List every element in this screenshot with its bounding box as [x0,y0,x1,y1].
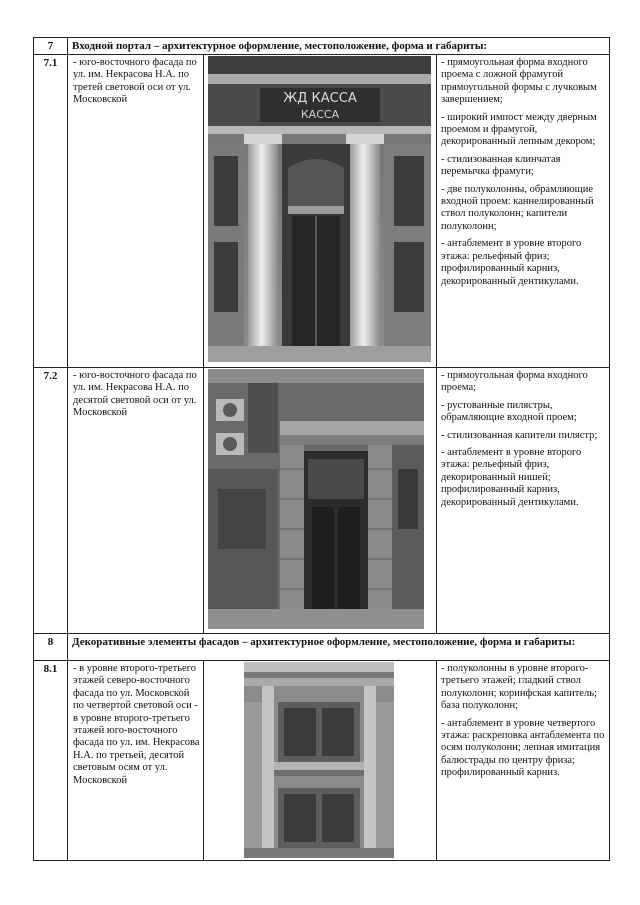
item-features [437,368,610,634]
entrance-pilasters-photo [208,369,424,629]
feature-text: - прямоугольная форма входного проема; [441,370,588,394]
section-7-header-row [34,38,610,55]
facade-decor-photo [244,662,394,858]
item-number: 8.1 [34,661,68,861]
section-heading: Входной портал – архитектурное оформление, местоположение, форма и габариты: [68,38,610,55]
item-location: - юго-восточного фасада по ул. им. Некрасова Н.А. по третей световой оси от ул. Московской [68,55,204,368]
feature-text: - рустованные пилястры, обрамляющие входной проем; [441,399,577,424]
item-features [437,661,610,861]
sign-text: ЖД КАССА [283,91,357,106]
feature-text: - антаблемент в уровне второго этажа: рельефный фриз, декорированный нишей; профилированный карниз, декорированный дентикулами. [441,447,582,508]
section-8-header-row [34,634,610,661]
entrance-portal-photo [208,56,431,362]
item-location: - в уровне второго-третьего этажей северо-восточного фасада по ул. Московской по четвертой световой оси - в уровне второго-третьего этажей юго-восточного фасада по ул. им. Некрасова Н.А. по третьей, десятой световым осям от ул. Московской [68,661,204,861]
feature-text: - прямоугольная форма входного проема с ложной фрамугой прямоугольной формы с лучковым завершением; [441,57,597,106]
document-table [33,37,610,861]
section-number: 7 [34,38,68,55]
photo-cell [204,368,437,634]
section-heading: Декоративные элементы фасадов – архитектурное оформление, местоположение, форма и габариты: [68,634,610,661]
feature-text: - антаблемент в уровне четвертого этажа: раскреповка антаблемента по осям полуколонн; лепная имитация балюстрады по центру фриза; профилированный карниз. [441,717,605,779]
sign-text-2: КАССА [300,108,340,121]
table-row-8-1 [34,661,610,861]
item-number: 7.2 [34,368,68,634]
feature-text: - широкий импост между дверным проемом и фрамугой, декорированный лепным декором; [441,111,597,148]
feature-text: - две полуколонны, обрамляющие входной проем: каннелированный ствол полуколонн; капители полуколонн; [441,183,594,232]
feature-text: - антаблемент в уровне второго этажа: рельефный фриз; профилированный карниз, декорированный дентикулами. [441,238,582,287]
feature-text: - стилизованная клинчатая перемычка фрамуги; [441,153,561,178]
photo-cell [204,661,437,861]
item-features [437,55,610,368]
item-number: 7.1 [34,55,68,368]
photo-cell [204,55,437,368]
item-location: - юго-восточного фасада по ул. им. Некрасова Н.А. по десятой световой оси от ул. Московской [68,368,204,634]
table-row-7-1 [34,55,610,368]
table-row-7-2 [34,368,610,634]
feature-text: - полуколонны в уровне второго-третьего этажей; гладкий ствол полуколонн; коринфская капитель; база полуколонн; [441,663,597,712]
feature-text: - стилизованная капители пилястр; [441,429,598,441]
section-number: 8 [34,634,68,661]
